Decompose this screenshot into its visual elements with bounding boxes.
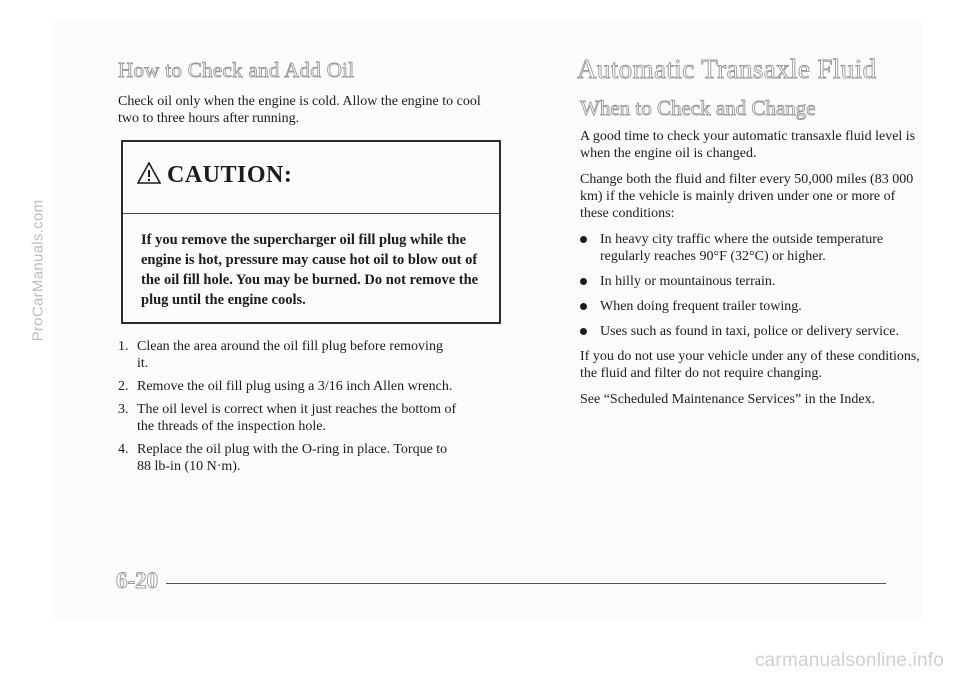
transaxle-para-1: A good time to check your automatic transaxle fluid level is when the engine oil is changed. [580, 129, 916, 161]
side-watermark [26, 90, 50, 450]
step-text: Clean the area around the oil fill plug before removing it. [137, 339, 443, 371]
list-item [118, 441, 498, 475]
oil-section-heading: How to Check and Add Oil [118, 58, 355, 82]
bottom-watermark: carmanualsonline.info [754, 650, 944, 671]
bullet-text: Uses such as found in taxi, police or delivery service. [600, 324, 899, 339]
list-item [118, 378, 498, 395]
list-item [580, 273, 920, 290]
step-number: 4. [118, 442, 129, 457]
step-number: 2. [118, 379, 129, 394]
list-item [580, 298, 920, 315]
bullet-icon [580, 236, 587, 243]
list-item [118, 401, 498, 435]
conditions-list [580, 231, 920, 340]
page-number: 6-20 [116, 568, 159, 593]
step-text: The oil level is correct when it just reaches the bottom of the threads of the inspection hole. [137, 402, 457, 434]
list-item [118, 338, 498, 372]
bullet-text: In heavy city traffic where the outside temperature regularly reaches 90°F (32°C) or higher. [600, 232, 884, 264]
step-number: 1. [118, 339, 129, 354]
step-number: 3. [118, 402, 129, 417]
transaxle-section-heading: Automatic Transaxle Fluid [577, 54, 877, 84]
left-column [118, 58, 498, 481]
bullet-icon [580, 303, 587, 310]
list-item [580, 323, 920, 340]
caution-header [137, 162, 292, 189]
side-watermark-text: ProCarManuals.com [29, 199, 47, 341]
transaxle-para-2: Change both the fluid and filter every 50,000 miles (83 000 km) if the vehicle is mainly driven under one or more of these conditions: [580, 172, 914, 221]
bullet-text: In hilly or mountainous terrain. [600, 274, 776, 289]
page-footer [116, 568, 886, 594]
transaxle-subheading: When to Check and Change [580, 96, 816, 120]
caution-box [121, 140, 501, 324]
caution-body: If you remove the supercharger oil fill plug while the engine is hot, pressure may cause hot oil to blow out of the oil fill hole. You may be burned. Do not remove the plug until the engine cools. [141, 232, 479, 308]
footer-divider [166, 583, 886, 584]
oil-steps-list [118, 338, 498, 475]
transaxle-para-4: See “Scheduled Maintenance Services” in the Index. [580, 392, 876, 407]
transaxle-body [580, 128, 920, 417]
warning-triangle-icon [137, 162, 161, 189]
oil-intro-text: Check oil only when the engine is cold. Allow the engine to cool two to three hours after running. [118, 94, 481, 126]
bullet-text: When doing frequent trailer towing. [600, 299, 802, 314]
bullet-icon [580, 278, 587, 285]
list-item [580, 231, 920, 265]
step-text: Remove the oil fill plug using a 3/16 inch Allen wrench. [137, 379, 453, 394]
step-text: Replace the oil plug with the O-ring in place. Torque to 88 lb-in (10 N·m). [137, 442, 448, 474]
caution-divider [123, 213, 499, 214]
caution-title: CAUTION: [167, 162, 293, 188]
bullet-icon [580, 328, 587, 335]
transaxle-para-3: If you do not use your vehicle under any of these conditions, the fluid and filter do not require changing. [580, 349, 920, 381]
